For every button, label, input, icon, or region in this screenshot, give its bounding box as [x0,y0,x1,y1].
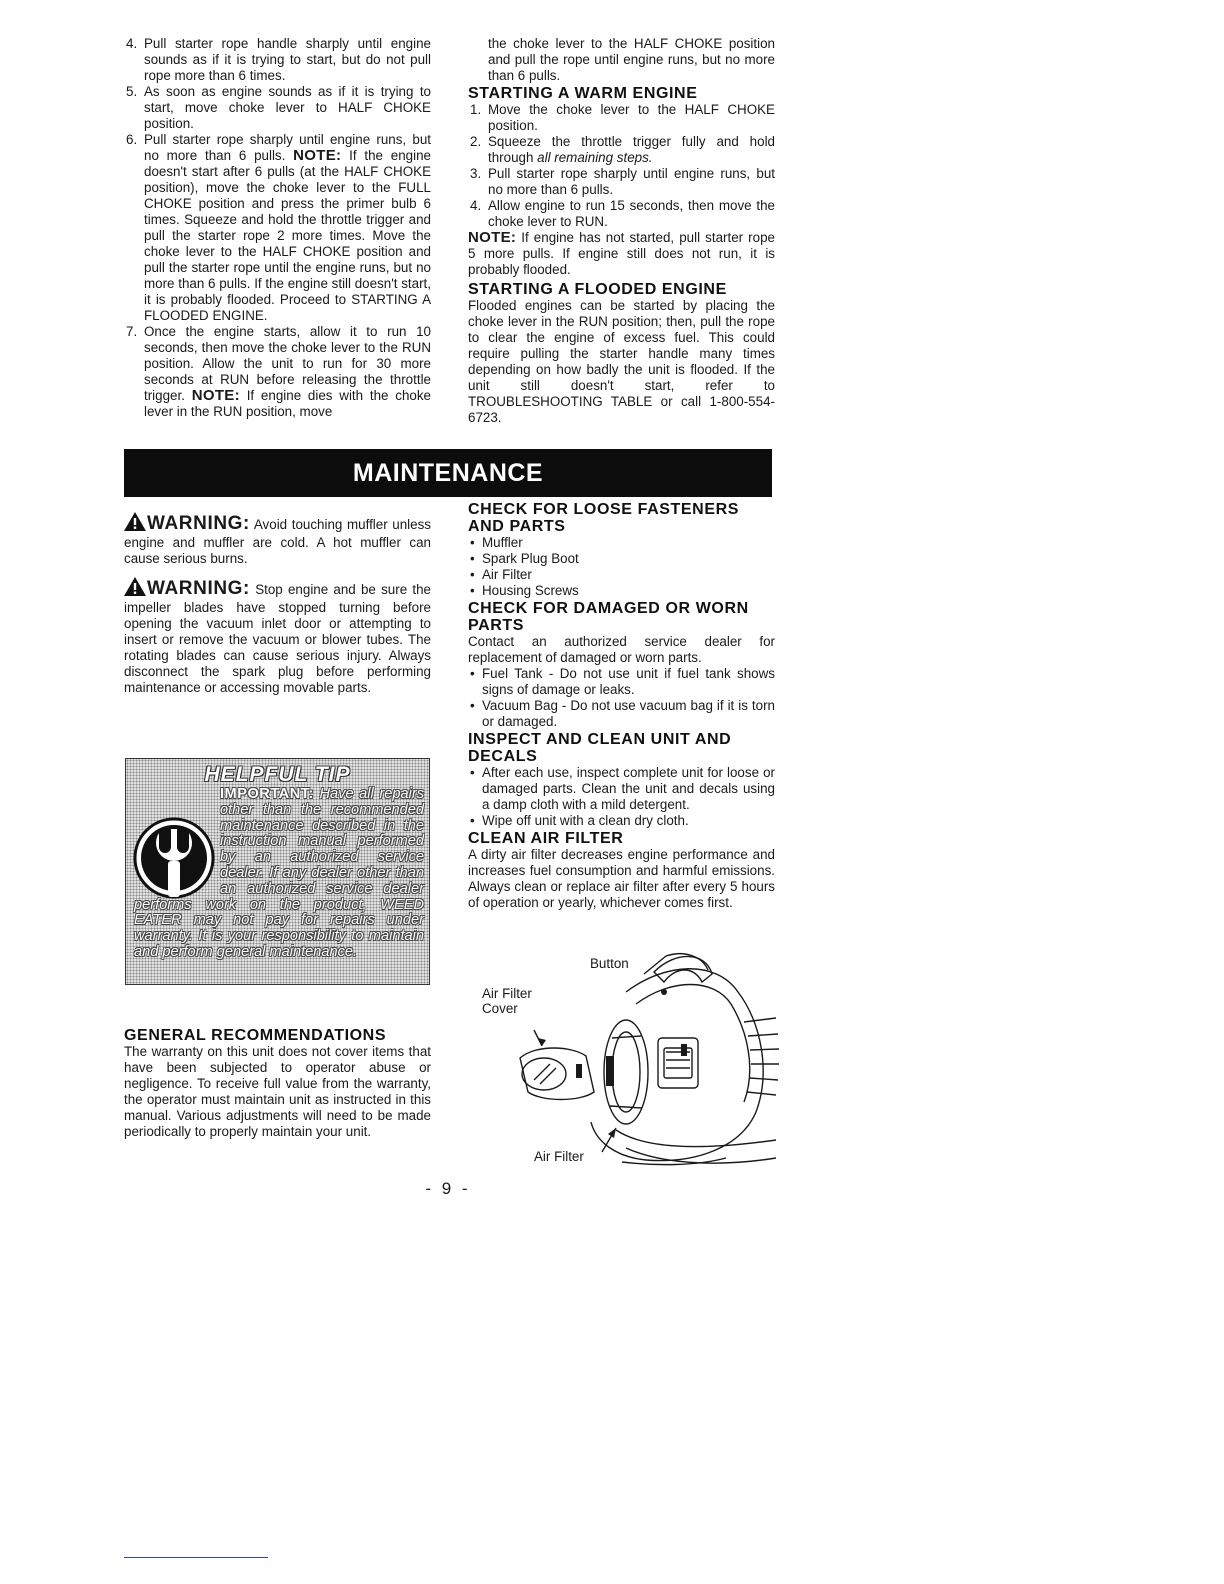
list-item: • Housing Screws [470,583,579,598]
warning-label: WARNING: [147,578,250,599]
list-item: • Fuel Tank - Do not use unit if fuel tank shows signs of damage or leaks. [470,666,775,697]
cold-start-steps [124,36,431,420]
general-recommendations [124,1026,431,1140]
important-label: IMPORTANT: [220,786,314,802]
airfilter-text: A dirty air filter decreases engine performance and increases fuel consumption and harmful emissions. Always clean or replace air filter after every 5 hours of operation or yearly, whichever comes first. [468,847,775,910]
warning-muffler: WARNING: Avoid touching muffler unless engine and muffler are cold. A hot muffler can cause serious burns. [124,513,431,566]
damaged-parts-list [468,666,775,730]
list-item: • Spark Plug Boot [470,551,579,566]
flooded-text: Flooded engines can be started by placing the choke lever in the RUN position; then, pull the rope to clear the engine of excess fuel. This could require pulling the starter handle many times depending on how badly the unit is flooded. If the unit still doesn't start, refer to TROUBLESHOOTING TABLE or call 1-800-554-6723. [468,298,775,425]
air-filter-label: Air Filter [534,1149,584,1164]
list-item: • After each use, inspect complete unit for loose or damaged parts. Clean the unit and decals using a damp cloth with a mild detergent. [470,765,775,812]
section-heading: INSPECT AND CLEAN UNIT AND DECALS [468,731,732,765]
footer-rule [124,1557,268,1558]
note-label: NOTE: [293,147,342,164]
column-checks [468,500,775,911]
general-text: The warranty on this unit does not cover items that have been subjected to operator abuse or negligence. To receive full value from the warranty, the operator must maintain unit as instructed in this manual. Various adjustments will need to be made periodically to properly maintain your unit. [124,1044,431,1139]
list-item: 2. Squeeze the throttle trigger fully and hold through all remaining steps. [470,134,775,165]
list-item: • Wipe off unit with a clean dry cloth. [470,813,689,828]
tip-title: HELPFUL TIP [204,763,351,786]
maintenance-banner [124,449,772,497]
section-heading: GENERAL RECOMMENDATIONS [124,1027,387,1044]
continuation-text: the choke lever to the HALF CHOKE position and pull the rope until engine runs, but no more than 6 pulls. [488,36,775,83]
warning-triangle-icon [124,512,146,535]
air-filter-cover-label-2: Cover [482,1001,518,1016]
list-item: • Muffler [470,535,523,550]
air-filter-cover-label-1: Air Filter [482,986,532,1001]
page-number: - 9 - [425,1179,471,1198]
banner-title: MAINTENANCE [352,458,544,487]
list-item: 6. Pull starter rope sharply until engine runs, but no more than 6 pulls. NOTE: If the engine doesn't start after 6 pulls (at the HALF CHOKE position), move the choke lever to the FULL CHOKE position and press the primer bulb 6 times. Squeeze and hold the throttle trigger and pull the starter rope 2 more times. Move the choke lever to the HALF CHOKE position and pull the starter rope until the engine runs, but no more than 6 pulls. If the engine still doesn't start, it is probably flooded. Proceed to STARTING A FLOODED ENGINE. [126,132,431,323]
warm-start-steps [468,102,775,230]
loose-parts-list [468,535,775,599]
list-item: 1. Move the choke lever to the HALF CHOKE position. [470,102,775,133]
blower-drawing [476,952,780,1172]
list-item: • Vacuum Bag - Do not use vacuum bag if it is torn or damaged. [470,698,775,729]
note-label: NOTE: [468,229,517,246]
note-label: NOTE: [191,387,240,404]
column-warm-flooded [468,36,775,426]
column-warnings [124,512,431,696]
warm-note: NOTE: If engine has not started, pull starter rope 5 more pulls. If engine still does not run, it is probably flooded. [468,229,775,277]
column-starting-steps [124,36,431,420]
air-filter-illustration [476,952,780,1172]
section-heading: CLEAN AIR FILTER [468,830,624,847]
section-heading: STARTING A WARM ENGINE [468,85,698,102]
list-item: 5. As soon as engine sounds as if it is trying to start, move choke lever to HALF CHOKE position. [126,84,431,131]
warning-label: WARNING: [147,513,250,534]
section-heading: STARTING A FLOODED ENGINE [468,281,727,298]
list-item: 4. Allow engine to run 15 seconds, then move the choke lever to RUN. [470,198,775,229]
list-item: • Air Filter [470,567,532,582]
helpful-tip-box [125,758,430,985]
list-item: 3. Pull starter rope sharply until engine runs, but no more than 6 pulls. [470,166,775,197]
list-item: 4. Pull starter rope handle sharply until engine sounds as if it is trying to start, but do not pull rope more than 6 times. [126,36,431,83]
button-label: Button [590,956,629,971]
section-heading: CHECK FOR LOOSE FASTENERS AND PARTS [468,501,740,535]
warning-triangle-icon [124,577,146,600]
section-heading: CHECK FOR DAMAGED OR WORN PARTS [468,600,749,634]
damaged-text: Contact an authorized service dealer for replacement of damaged or worn parts. [468,634,775,665]
list-item: 7. Once the engine starts, allow it to run 10 seconds, then move the choke lever to the RUN position. Allow the unit to run for 30 more seconds at RUN before releasing the throttle trigger. NOTE: If engine dies with the choke lever in the RUN position, move [126,324,431,419]
tip-text: IMPORTANT: Have all repairs other than the recommended maintenance described in the instruction manual performed by an authorized service dealer. If any dealer other than an authorized service dealer performs work on the product, WEED EATER may not pay for repairs under warranty. It is your responsibility to maintain and perform general maintenance. [134,786,424,960]
inspect-list [468,765,775,829]
warning-impeller: WARNING: Stop engine and be sure the impeller blades have stopped turning before opening the vacuum inlet door or attempting to insert or remove the vacuum or blower tubes. The rotating blades can cause serious injury. Always disconnect the spark plug before performing maintenance or accessing movable parts. [124,578,431,695]
